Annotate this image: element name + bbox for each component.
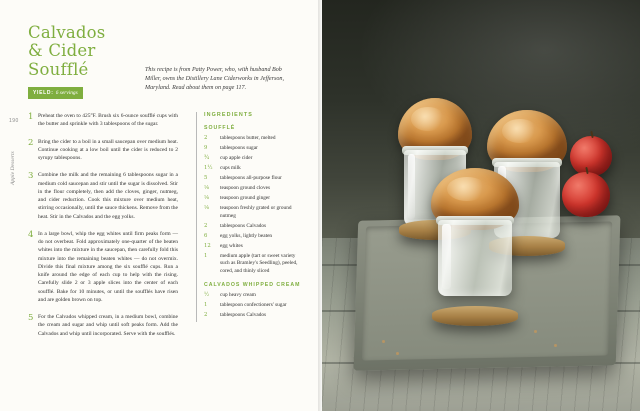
- ingredient-row: [204, 302, 304, 310]
- yield-label: YIELD:: [33, 90, 54, 97]
- step-item: [28, 230, 178, 304]
- ingredient-row: [204, 205, 304, 220]
- ingredient-name: teaspoon freshly grated or ground nutmeg: [220, 205, 292, 219]
- step-number: 1: [28, 112, 34, 122]
- page-number: 190: [9, 118, 19, 124]
- ingredient-row: [204, 185, 304, 193]
- step-text: Combine the milk and the remaining 6 tablespoons sugar in a medium cold saucepan and stir until the sugar is dissolved. Stir in the flour completely, then add the cloves, ginger, nutmeg, and cider reduction. Cook this mixture over medium heat, stirring occasionally, until the sauce thickens. Remove from the heat. Stir in the Calvados and the egg yolks.: [38, 172, 178, 220]
- ingredient-qty: ⅛: [204, 205, 210, 212]
- ingredient-qty: 6: [204, 232, 208, 239]
- ingredient-qty: 12: [204, 242, 211, 249]
- ingredient-name: cup heavy cream: [220, 292, 256, 299]
- ingredient-name: cups milk: [220, 165, 241, 172]
- instruction-steps: [28, 112, 178, 347]
- step-number: 2: [28, 137, 34, 148]
- ingredient-row: [204, 292, 304, 300]
- ingredient-qty: ¾: [204, 155, 210, 162]
- wood-coaster: [432, 306, 518, 326]
- recipe-title: [28, 24, 138, 79]
- ingredient-name: tablespoons butter, melted: [220, 135, 276, 141]
- ingredients-section-heading: CALVADOS WHIPPED CREAM: [204, 282, 301, 289]
- step-number: 3: [28, 171, 34, 182]
- step-text: Bring the cider to a boil in a small saucepan over medium heat. Continue cooking at a low boil until the cider is reduced to 2 syrupy tablespoons.: [38, 138, 178, 161]
- ingredients-panel: [196, 112, 304, 322]
- ingredient-row: [204, 195, 304, 203]
- ingredient-name: teaspoon ground ginger: [220, 195, 271, 202]
- ingredient-name: egg yolks, lightly beaten: [220, 232, 273, 239]
- step-number: 5: [28, 313, 34, 323]
- ingredient-name: medium apple (tart or sweet variety such as Bramley's Seedling), peeled, cored, and thinly sliced: [220, 252, 298, 274]
- step-item: [28, 112, 178, 129]
- step-text: For the Calvados whipped cream, in a medium bowl, combine the cream and sugar and whip until soft peaks form. Add the Calvados and whip until incorporated. Serve with the soufflés.: [38, 314, 178, 337]
- ingredient-row: [204, 145, 304, 153]
- ingredient-qty: ⅛: [204, 185, 210, 192]
- recipe-title-line-3: Soufflé: [28, 59, 89, 79]
- step-text: Preheat the oven to 425°F. Brush six 6-ounce soufflé cups with the butter and sprinkle with 3 tablespoons of the sugar.: [38, 113, 178, 128]
- recipe-title-line-1: Calvados: [28, 23, 106, 42]
- running-head: Apple Desserts: [10, 151, 16, 185]
- ingredient-qty: 2: [204, 135, 208, 141]
- ingredient-name: tablespoon confectioners' sugar: [220, 302, 287, 309]
- ingredient-qty: ⅛: [204, 195, 210, 202]
- ingredient-row: [204, 175, 304, 183]
- ingredient-qty: ½: [204, 292, 210, 299]
- yield-value: 6 servings: [55, 90, 78, 97]
- jar-glass: [438, 220, 512, 296]
- recipe-photograph: [322, 0, 640, 411]
- ingredient-name: cup apple cider: [220, 155, 253, 162]
- ingredient-name: egg whites: [220, 242, 243, 249]
- recipe-title-line-2: & Cider: [28, 41, 96, 61]
- ingredient-qty: 1: [204, 252, 208, 259]
- ingredient-row: [204, 135, 304, 143]
- ingredient-name: tablespoons all-purpose flour: [220, 175, 282, 182]
- ingredient-row: [204, 233, 304, 241]
- ingredient-qty: 1: [204, 302, 208, 309]
- recipe-title-block: [28, 24, 138, 99]
- ingredients-section-heading: SOUFFLÉ: [204, 125, 236, 131]
- ingredient-row: [204, 223, 304, 231]
- ingredient-row: [204, 312, 304, 320]
- ingredient-row: [204, 165, 304, 173]
- step-item: [28, 313, 178, 338]
- ingredient-qty: 2: [204, 312, 208, 319]
- ingredient-row: [204, 155, 304, 163]
- step-item: [28, 171, 178, 221]
- ingredient-row: [204, 243, 304, 251]
- ingredient-name: tablespoons Calvados: [220, 312, 267, 319]
- ingredient-qty: 2: [204, 222, 208, 229]
- ingredients-heading: INGREDIENTS: [204, 112, 253, 118]
- ingredient-name: tablespoons Calvados: [220, 222, 267, 229]
- step-number: 4: [28, 229, 34, 240]
- ingredient-row: [204, 253, 304, 276]
- ingredient-name: tablespoons sugar: [220, 145, 258, 152]
- ingredient-qty: 5: [204, 175, 208, 182]
- yield-badge: [28, 87, 83, 99]
- ingredient-qty: 9: [204, 145, 208, 152]
- recipe-headnote: This recipe is from Patty Power, who, with husband Bob Miller, owns the Distillery Lane Ciderworks in Jefferson, Maryland. Read about them on page 117.: [145, 67, 284, 91]
- ingredient-name: teaspoon ground cloves: [220, 185, 271, 192]
- step-text: In a large bowl, whip the egg whites until firm peaks form — do not overbeat. Fold approximately one-quarter of the beaten whites into the mixture in the saucepan, then carefully fold this mixture into the remaining beaten whites — do not overmix. Divide this final mixture among the six soufflé cups. Run a knife around the edge of each cup to help with the rising. Carefully slide 2 or 3 apple slices into the center of each soufflé. Bake for 10 minutes, or until the soufflés have risen and are golden brown on top.: [38, 230, 178, 303]
- apple-front: [562, 172, 610, 217]
- ingredient-qty: 1½: [204, 165, 213, 172]
- apple-back: [570, 136, 612, 176]
- step-item: [28, 138, 178, 163]
- souffle-jar-front: [438, 186, 512, 314]
